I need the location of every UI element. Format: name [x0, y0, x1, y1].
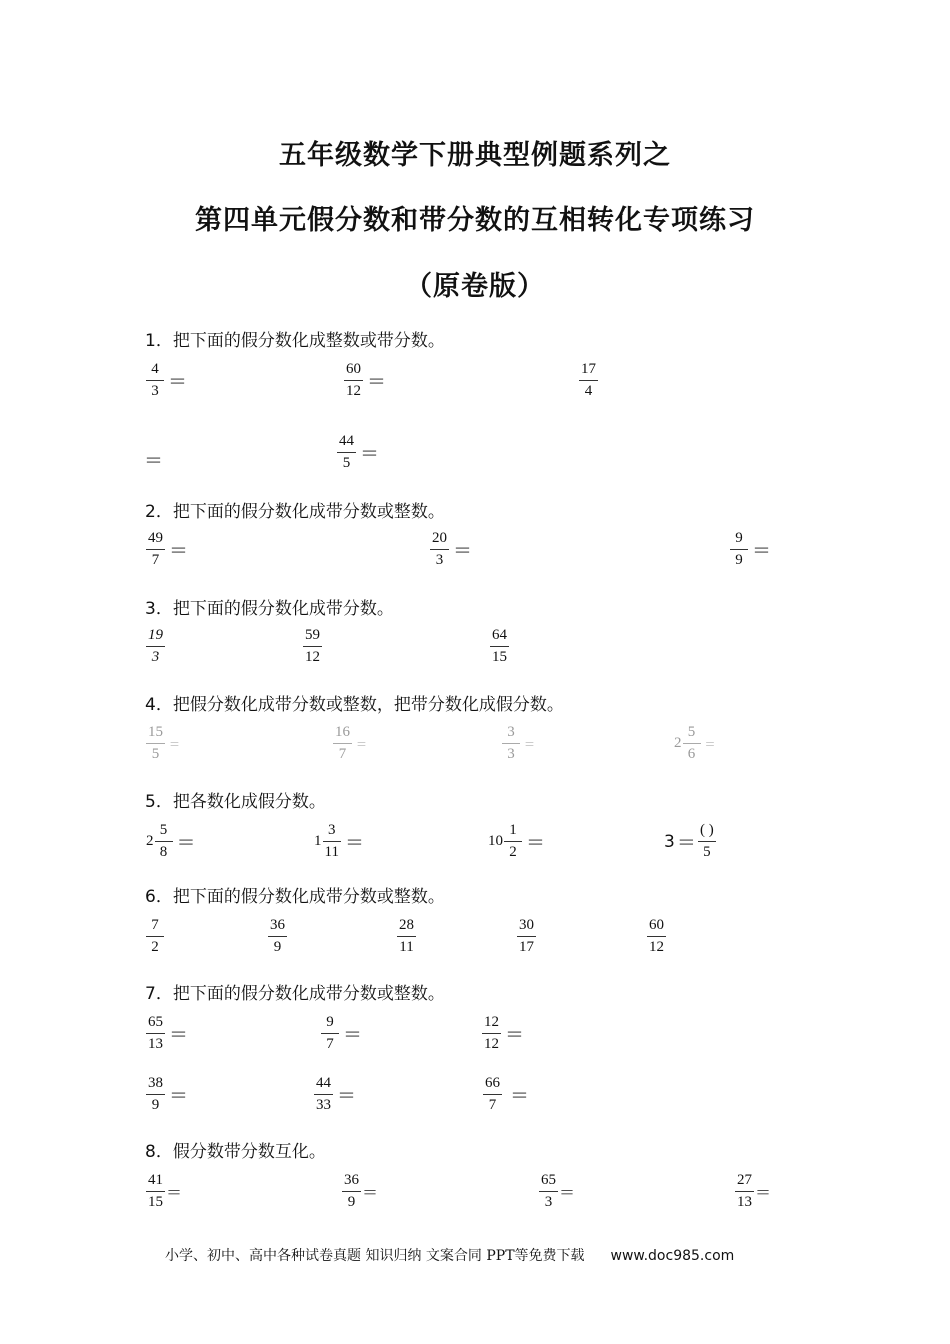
numerator: 65	[539, 1173, 558, 1192]
denominator: 3	[435, 552, 444, 568]
denominator: 7	[326, 1036, 334, 1052]
equals-sign: ＝	[505, 1024, 525, 1046]
equals-sign: ＝	[526, 832, 546, 854]
numerator: 4	[146, 362, 164, 381]
q1-fraction-2	[344, 362, 386, 399]
whole-number: 3	[664, 831, 675, 852]
denominator: 9	[151, 1097, 160, 1113]
equals-sign: ＝	[524, 737, 535, 751]
denominator: 13	[148, 1036, 163, 1052]
page-title: 五年级数学下册典型例题系列之	[279, 140, 671, 171]
question-8: 8．假分数带分数互化。	[145, 1142, 326, 1162]
numerator: 20	[430, 531, 449, 550]
denominator: 5	[703, 844, 711, 860]
numerator: 3	[502, 725, 520, 744]
numerator: 5	[683, 725, 701, 744]
denominator: 8	[159, 844, 168, 860]
answer-blank: ( )	[698, 823, 716, 842]
denominator: 5	[151, 746, 160, 762]
whole-part: 2	[146, 833, 154, 849]
q5-mixed-3	[488, 823, 545, 860]
denominator: 3	[151, 383, 159, 399]
denominator: 12	[305, 649, 320, 665]
numerator: 28	[397, 918, 416, 937]
denominator: 15	[492, 649, 507, 665]
q6-fraction-5	[647, 918, 666, 955]
q8-fraction-3	[539, 1173, 575, 1210]
equals-sign: ＝	[510, 1085, 530, 1107]
equals-sign: ＝	[755, 1183, 772, 1202]
numerator: 49	[146, 531, 165, 550]
numerator: 17	[579, 362, 598, 381]
numerator: 44	[337, 434, 356, 453]
denominator: 12	[346, 383, 361, 399]
equals-sign: ＝	[343, 1024, 363, 1046]
q3-fraction-1	[146, 628, 165, 665]
denominator: 7	[338, 746, 347, 762]
q4-fraction-2	[333, 725, 367, 762]
denominator: 12	[484, 1036, 499, 1052]
numerator: 36	[342, 1173, 361, 1192]
edition-label: （原卷版）	[405, 271, 545, 302]
equals-sign: ＝	[559, 1183, 576, 1202]
denominator: 3	[507, 746, 515, 762]
denominator: 9	[273, 939, 282, 955]
q4-fraction-3	[502, 725, 535, 762]
q5-blank-fraction	[664, 823, 716, 860]
numerator: 41	[146, 1173, 165, 1192]
equals-sign: ＝	[168, 371, 188, 393]
numerator: 65	[146, 1015, 165, 1034]
equals-sign: ＝	[453, 540, 473, 562]
footer-site-link[interactable]: www.doc985.com	[610, 1248, 735, 1264]
equals-sign: ＝	[344, 832, 364, 854]
numerator: 9	[321, 1015, 339, 1034]
numerator: 60	[344, 362, 363, 381]
q4-fraction-1	[146, 725, 180, 762]
denominator: 3	[151, 649, 160, 665]
numerator: 27	[735, 1173, 754, 1192]
q1-equals-continuation	[144, 446, 163, 473]
q2-fraction-1	[146, 531, 188, 568]
equals-sign: ＝	[704, 737, 716, 751]
q4-mixed-number	[674, 725, 716, 762]
q8-fraction-4	[735, 1173, 771, 1210]
q6-fraction-3	[397, 918, 416, 955]
numerator: 30	[517, 918, 536, 937]
q7-fraction-2	[321, 1015, 362, 1052]
numerator: 9	[730, 531, 748, 550]
q2-fraction-2	[430, 531, 472, 568]
denominator: 9	[347, 1194, 356, 1210]
numerator: 7	[146, 918, 164, 937]
numerator: 60	[647, 918, 666, 937]
denominator: 11	[324, 844, 339, 860]
q5-mixed-2	[314, 823, 364, 860]
denominator: 6	[687, 746, 696, 762]
q7-fraction-5	[314, 1076, 356, 1113]
numerator: 64	[490, 628, 509, 647]
q5-mixed-1	[146, 823, 196, 860]
q7-fraction-1	[146, 1015, 188, 1052]
denominator: 12	[649, 939, 664, 955]
question-3: 3．把下面的假分数化成带分数。	[145, 599, 394, 619]
equals-sign: ＝	[169, 1085, 189, 1107]
question-7: 7．把下面的假分数化成带分数或整数。	[145, 984, 445, 1004]
q3-fraction-3	[490, 628, 509, 665]
q7-fraction-4	[146, 1076, 188, 1113]
numerator: 19	[146, 628, 165, 647]
equals-sign: ＝	[169, 737, 180, 751]
page-subtitle: 第四单元假分数和带分数的互相转化专项练习	[195, 205, 755, 236]
denominator: 2	[509, 844, 517, 860]
q7-fraction-3	[482, 1015, 524, 1052]
footer-text: 小学、初中、高中各种试卷真题 知识归纳 文案合同 PPT等免费下载	[165, 1248, 585, 1264]
denominator: 15	[148, 1194, 163, 1210]
q1-fraction-4	[337, 434, 379, 471]
numerator: 12	[482, 1015, 501, 1034]
denominator: 3	[544, 1194, 553, 1210]
equals-sign: ＝	[176, 832, 196, 854]
q8-fraction-2	[342, 1173, 378, 1210]
equals-sign: ＝	[356, 737, 367, 751]
equals-sign: ＝	[144, 450, 164, 472]
whole-part: 1	[314, 833, 322, 849]
equals-sign: ＝	[362, 1183, 379, 1202]
question-6: 6．把下面的假分数化成带分数或整数。	[145, 887, 445, 907]
numerator: 59	[303, 628, 322, 647]
question-1: 1．把下面的假分数化成整数或带分数。	[145, 331, 445, 351]
whole-part: 10	[488, 833, 503, 849]
numerator: 38	[146, 1076, 165, 1095]
whole-part: 2	[674, 735, 682, 751]
numerator: 3	[323, 823, 341, 842]
denominator: 9	[735, 552, 743, 568]
equals-sign: ＝	[169, 1024, 189, 1046]
numerator: 15	[146, 725, 165, 744]
numerator: 44	[314, 1076, 333, 1095]
denominator: 5	[342, 455, 351, 471]
equals-sign: ＝	[166, 1183, 183, 1202]
q6-fraction-2	[268, 918, 287, 955]
q6-fraction-1	[146, 918, 164, 955]
numerator: 1	[504, 823, 522, 842]
equals-sign: ＝	[676, 832, 696, 854]
equals-sign: ＝	[367, 371, 387, 393]
denominator: 7	[488, 1097, 497, 1113]
q8-fraction-1	[146, 1173, 182, 1210]
equals-sign: ＝	[752, 540, 772, 562]
numerator: 5	[155, 823, 173, 842]
q6-fraction-4	[517, 918, 536, 955]
denominator: 33	[316, 1097, 331, 1113]
numerator: 16	[333, 725, 352, 744]
question-2: 2．把下面的假分数化成带分数或整数。	[145, 502, 445, 522]
page-footer	[165, 1245, 734, 1265]
question-4: 4．把假分数化成带分数或整数，把带分数化成假分数。	[145, 695, 564, 715]
numerator: 36	[268, 918, 287, 937]
equals-sign: ＝	[169, 540, 189, 562]
denominator: 7	[151, 552, 160, 568]
denominator: 4	[584, 383, 593, 399]
q1-fraction-1	[146, 362, 187, 399]
denominator: 11	[399, 939, 414, 955]
question-5: 5．把各数化成假分数。	[145, 792, 326, 812]
q7-fraction-6	[483, 1076, 529, 1113]
equals-sign: ＝	[360, 443, 380, 465]
denominator: 13	[737, 1194, 752, 1210]
q2-fraction-3	[730, 531, 771, 568]
numerator: 66	[483, 1076, 502, 1095]
q1-fraction-3	[579, 362, 598, 399]
equals-sign: ＝	[337, 1085, 357, 1107]
denominator: 2	[151, 939, 159, 955]
denominator: 17	[519, 939, 534, 955]
q3-fraction-2	[303, 628, 322, 665]
